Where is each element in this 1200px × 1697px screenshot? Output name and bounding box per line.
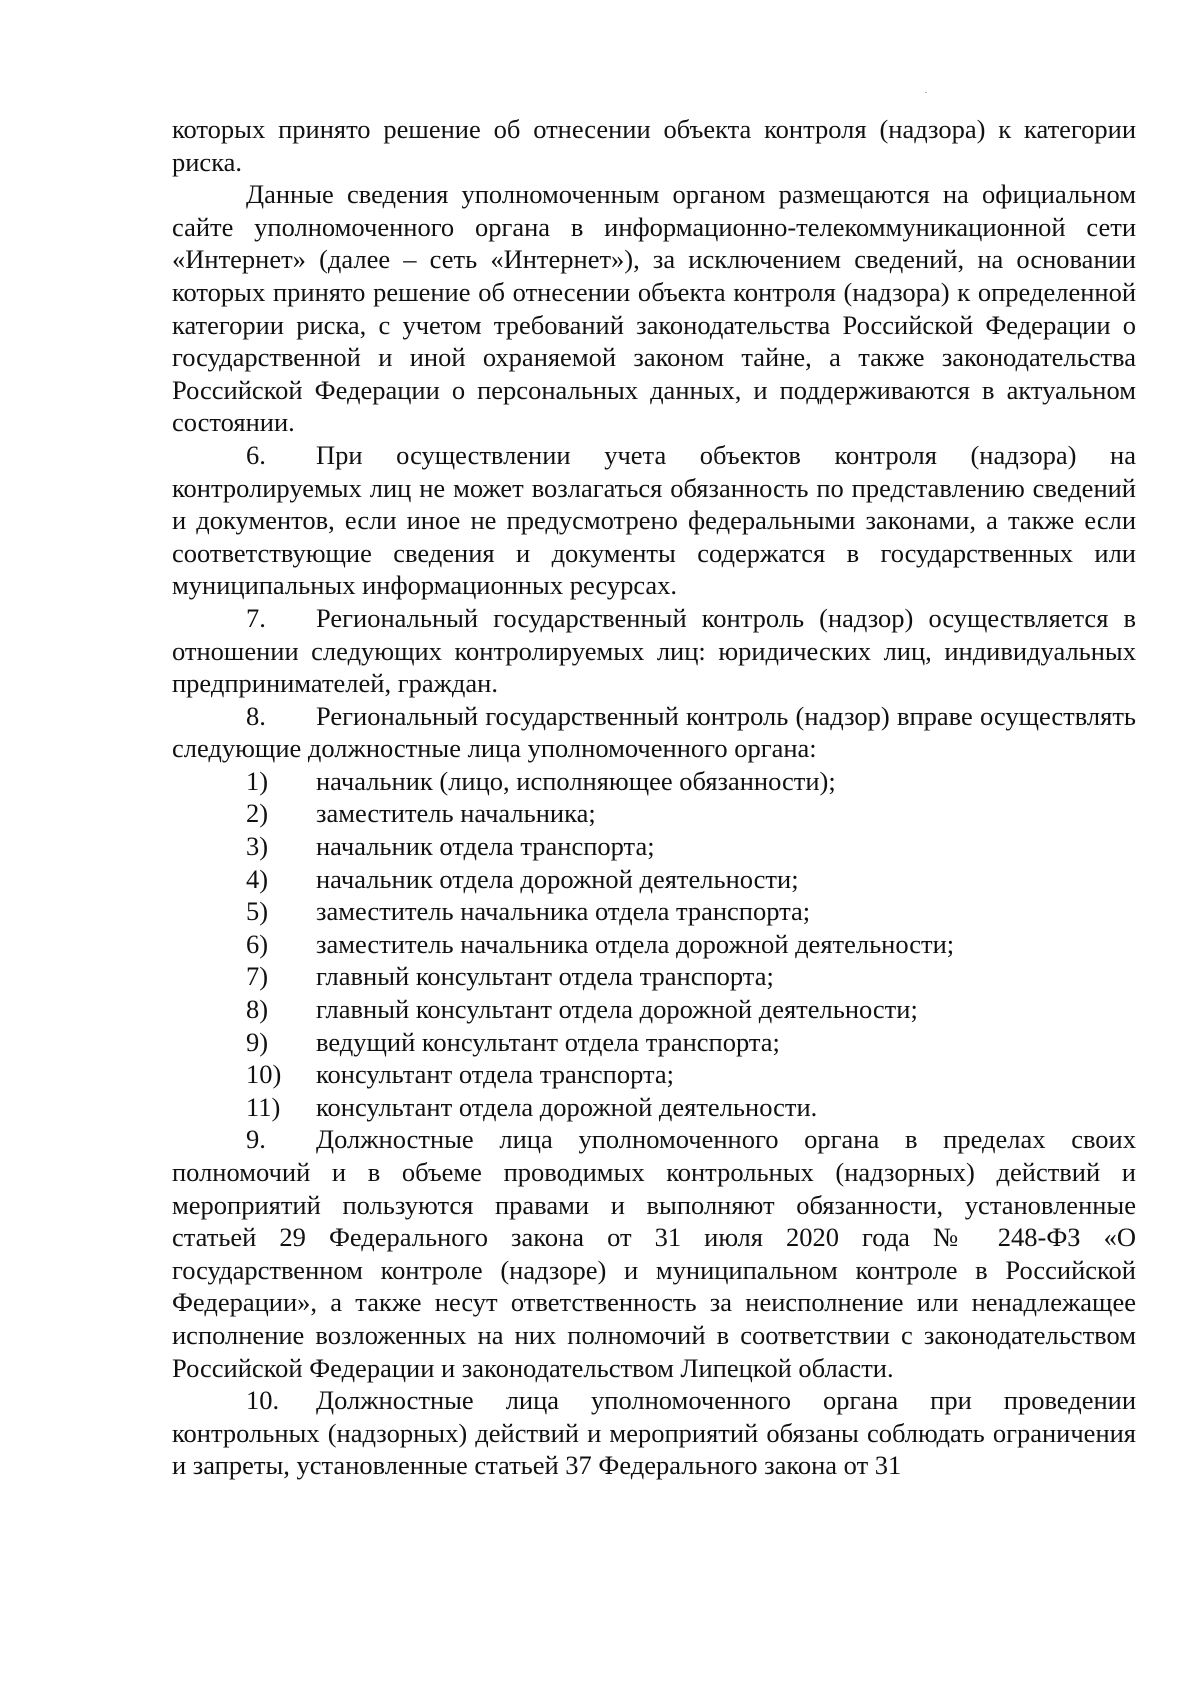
- list-item-text: начальник отдела дорожной деятельности;: [316, 863, 799, 894]
- list-item-number: 11): [246, 1091, 281, 1122]
- paragraph-text: Данные сведения уполномоченным органом размещаются на официальном сайте уполномоченного органа в информационно-телекоммуникационной сети «Интернет» (далее – сеть «Интернет»), за исключением сведений, на основании которых принято решение об отнесении объекта контроля (надзора) к определенной категории риска, с учетом требований законодательства Российской Федерации о государственной и иной охраняемой законом тайне, а также законодательства Российской Федерации о персональных данных, и поддерживаются в актуальном состоянии.: [172, 179, 1136, 438]
- list-item-number: 9): [246, 1026, 269, 1057]
- list-item-number: 10): [246, 1059, 282, 1090]
- paragraph-7: [172, 602, 1136, 700]
- list-item-text: ведущий консультант отдела транспорта;: [316, 1026, 780, 1057]
- paragraph-text: Должностные лица уполномоченного органа в пределах своих полномочий и в объеме проводимых контрольных (надзорных) действий и мероприятий пользуются правами и выполняют обязанности, установленные статьей 29 Федерального закона от 31 июля 2020 года № 248-ФЗ «О государственном контроле (надзоре) и муниципальном контроле в Российской Федерации», а также несут ответственность за неисполнение или ненадлежащее исполнение возложенных на них полномочий в соответствии с законодательством Российской Федерации и законодательством Липецкой области.: [172, 1124, 1136, 1383]
- list-item-text: начальник (лицо, исполняющее обязанности);: [316, 765, 836, 796]
- paragraph-10: [172, 1384, 1136, 1482]
- list-item: [172, 765, 1136, 798]
- paragraph-number: 7.: [246, 602, 266, 633]
- list-item-text: заместитель начальника отдела дорожной деятельности;: [316, 928, 955, 959]
- list-item: [172, 1026, 1136, 1059]
- list-item-number: 4): [246, 863, 269, 894]
- paragraph-continuation: [172, 113, 1136, 178]
- paragraph-publication-info: [172, 178, 1136, 439]
- list-item-number: 3): [246, 831, 269, 862]
- list-item-text: главный консультант отдела транспорта;: [316, 961, 774, 992]
- list-item: [172, 928, 1136, 961]
- paragraph-number: 8.: [246, 700, 266, 731]
- paragraph-number: 10.: [246, 1385, 280, 1416]
- list-item: [172, 830, 1136, 863]
- list-item: [172, 797, 1136, 830]
- paragraph-number: 9.: [246, 1124, 266, 1155]
- list-item-number: 1): [246, 765, 269, 796]
- list-item-number: 5): [246, 896, 269, 927]
- list-item-text: консультант отдела дорожной деятельности.: [316, 1091, 818, 1122]
- list-item-text: консультант отдела транспорта;: [316, 1059, 675, 1090]
- paragraph-text: Должностные лица уполномоченного органа при проведении контрольных (надзорных) действий и мероприятий обязаны соблюдать ограничения и запреты, установленные статьей 37 Федерального закона от 31: [172, 1385, 1136, 1481]
- officials-list: [172, 765, 1136, 1124]
- list-item: [172, 863, 1136, 896]
- paragraph-6: [172, 439, 1136, 602]
- list-item: [172, 993, 1136, 1026]
- paragraph-8: [172, 700, 1136, 765]
- paragraph-text: При осуществлении учета объектов контроля (надзора) на контролируемых лиц не может возлагаться обязанность по представлению сведений и документов, если иное не предусмотрено федеральными законами, а также если соответствующие сведения и документы содержатся в государственных или муниципальных информационных ресурсах.: [172, 439, 1136, 601]
- list-item-number: 6): [246, 928, 269, 959]
- document-body: [172, 113, 1136, 1482]
- list-item-number: 8): [246, 994, 269, 1025]
- list-item-number: 2): [246, 798, 269, 829]
- paragraph-text: Региональный государственный контроль (надзор) осуществляется в отношении следующих контролируемых лиц: юридических лиц, индивидуальных предпринимателей, граждан.: [172, 602, 1136, 699]
- list-item: [172, 895, 1136, 928]
- list-item: [172, 1058, 1136, 1091]
- list-item-text: главный консультант отдела дорожной деятельности;: [316, 994, 918, 1025]
- paragraph-text: Региональный государственный контроль (надзор) вправе осуществлять следующие должностные лица уполномоченного органа:: [172, 700, 1136, 764]
- scan-speck: [925, 92, 927, 93]
- paragraph-text: которых принято решение об отнесении объекта контроля (надзора) к категории риска.: [172, 114, 1136, 177]
- list-item-number: 7): [246, 961, 269, 992]
- list-item: [172, 960, 1136, 993]
- paragraph-9: [172, 1123, 1136, 1384]
- list-item: [172, 1091, 1136, 1124]
- list-item-text: начальник отдела транспорта;: [316, 831, 655, 862]
- list-item-text: заместитель начальника;: [316, 798, 596, 829]
- paragraph-number: 6.: [246, 439, 266, 470]
- list-item-text: заместитель начальника отдела транспорта;: [316, 896, 811, 927]
